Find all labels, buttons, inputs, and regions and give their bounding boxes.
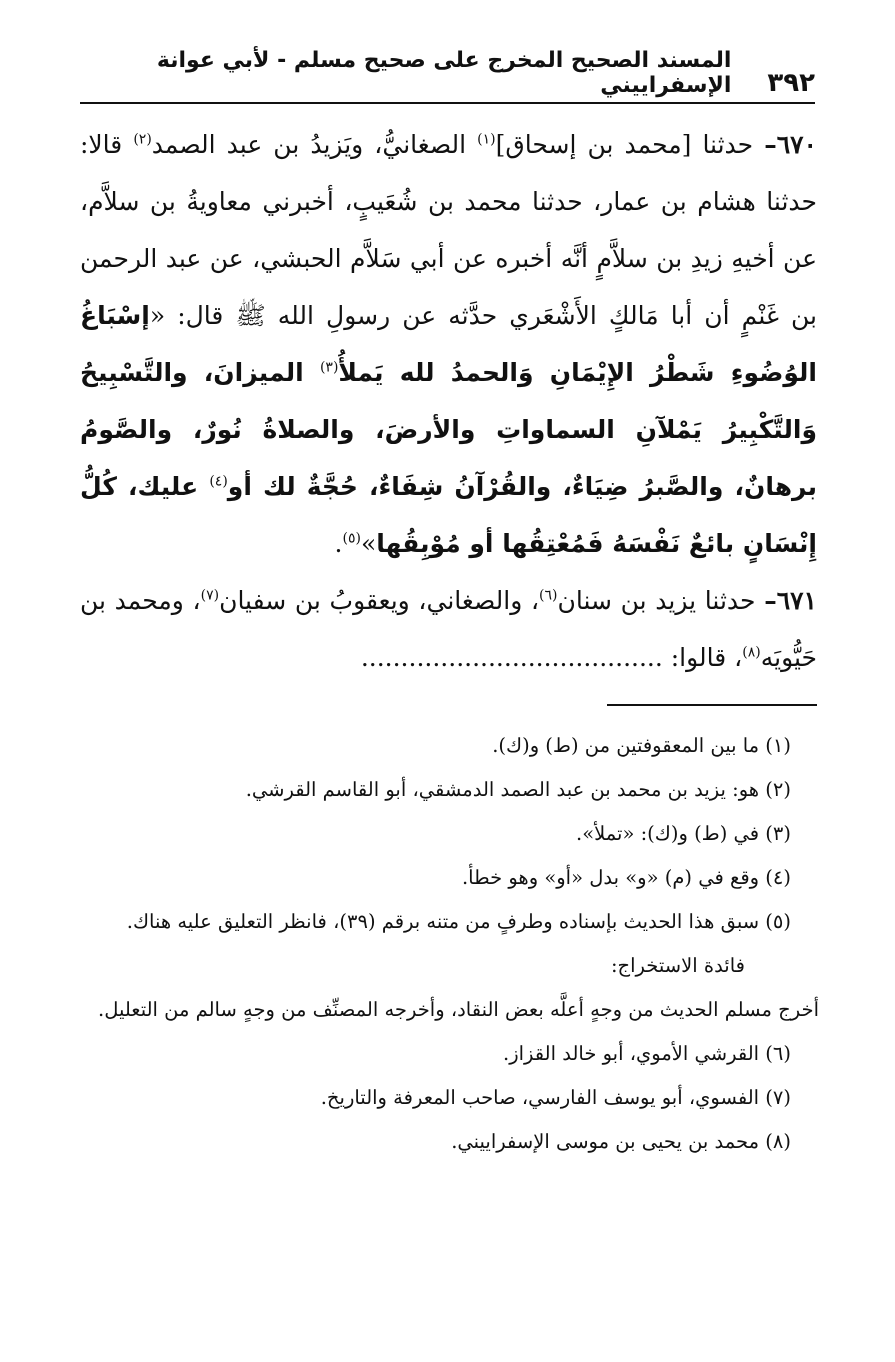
hadith-number-670: ٦٧٠– bbox=[764, 130, 817, 159]
footnote-2: (٢) هو: يزيد بن محمد بن عبد الصمد الدمشقي، أبو القاسم القرشي. bbox=[245, 778, 791, 801]
footnote-7: (٧) الفسوي، أبو يوسف الفارسي، صاحب المعرفة والتاريخ. bbox=[320, 1086, 791, 1109]
sanad-text: ، ومحمد بن حَيُّويَه bbox=[80, 586, 817, 672]
footnote-1: (١) ما بين المعقوفتين من (ط) و(ك). bbox=[492, 734, 791, 757]
matn-text: الميزانَ، والتَّسْبِيحُ وَالتَّكْبِيرُ يَمْلآنِ السماواتِ والأرضَ، والصلاةُ نُورٌ، والصَّومُ برهانٌ، والصَّبرُ ضِيَاءٌ، والقُرْآنُ شِفَاءٌ، حُجَّةٌ لك أو bbox=[80, 358, 818, 501]
footnote-ref-6: (٦) bbox=[539, 587, 558, 604]
page-number: ٣٩٢ bbox=[767, 68, 815, 98]
footnote-ref-5: (٥) bbox=[342, 530, 361, 547]
sanad-text: حدثنا يزيد بن سنان bbox=[557, 586, 756, 615]
sanad-text: قالا: حدثنا هشام بن عمار، حدثنا محمد بن شُعَيبٍ، أخبرني معاويةُ بن سلاَّم، عن أخيهِ زيدِ بن سلاَّمٍ أنَّه أخبره عن أبي سَلاَّم الحبشي، عن عبد الرحمن بن غَنْمٍ أن أبا مَالكٍ الأَشْعَري حدَّثه عن رسولِ الله ﷺ قال: « bbox=[80, 130, 817, 330]
footnote-5: (٥) سبق هذا الحديث بإسناده وطرفٍ من متنه برقم (٣٩)، فانظر التعليق عليه هناك. bbox=[126, 910, 791, 933]
matn-text: إسْبَاغُ الوُضُوءِ شَطْرُ الإِيْمَانِ وَالحمدُ لله يَملأُ bbox=[80, 301, 818, 387]
sanad-text: الصغانيُّ، ويَزيدُ بن عبد الصمد bbox=[151, 130, 478, 159]
footnote-ref-3: (٣) bbox=[319, 359, 339, 376]
sanad-text: حدثنا [محمد بن إسحاق] bbox=[495, 130, 754, 159]
footnote-ref-7: (٧) bbox=[200, 587, 220, 604]
page-header bbox=[80, 48, 815, 104]
sanad-text: ، قالوا: ...................................... bbox=[360, 643, 743, 672]
running-title: المسند الصحيح المخرج على صحيح مسلم - لأبي عوانة الإسفراييني bbox=[156, 48, 732, 98]
footnote-ref-8: (٨) bbox=[742, 644, 761, 661]
closing-quote: » bbox=[360, 529, 377, 558]
footnote-3: (٣) في (ط) و(ك): «تملأ». bbox=[576, 822, 791, 845]
matn-text: عليك، كُلُّ إِنْسَانٍ بائعٌ نَفْسَهُ فَمُعْتِقُها أو مُوْبِقُها bbox=[80, 472, 817, 558]
footnotes bbox=[78, 724, 819, 1164]
footnote-ref-4: (٤) bbox=[209, 473, 228, 490]
footnote-separator bbox=[607, 704, 817, 706]
hadith-671 bbox=[80, 572, 817, 686]
footnote-8: (٨) محمد بن يحيى بن موسى الإسفراييني. bbox=[451, 1130, 791, 1153]
sanad-text: ، والصغاني، ويعقوبُ بن سفيان bbox=[219, 586, 540, 615]
full-stop: . bbox=[334, 529, 343, 558]
footnote-4: (٤) وقع في (م) «و» بدل «أو» وهو خطأ. bbox=[461, 866, 791, 889]
hadith-number-671: ٦٧١– bbox=[764, 586, 817, 615]
footnote-6: (٦) القرشي الأموي، أبو خالد القزاز. bbox=[503, 1042, 791, 1065]
footnote-ref-2: (٢) bbox=[133, 131, 152, 148]
footnote-5-note: أخرج مسلم الحديث من وجهٍ أعلَّه بعض النقاد، وأخرجه المصنِّف من وجهٍ سالم من التعليل. bbox=[98, 998, 819, 1021]
main-text bbox=[80, 116, 817, 686]
footnote-5-heading: فائدة الاستخراج: bbox=[610, 954, 745, 977]
hadith-670 bbox=[80, 116, 817, 572]
footnote-ref-1: (١) bbox=[477, 131, 496, 148]
